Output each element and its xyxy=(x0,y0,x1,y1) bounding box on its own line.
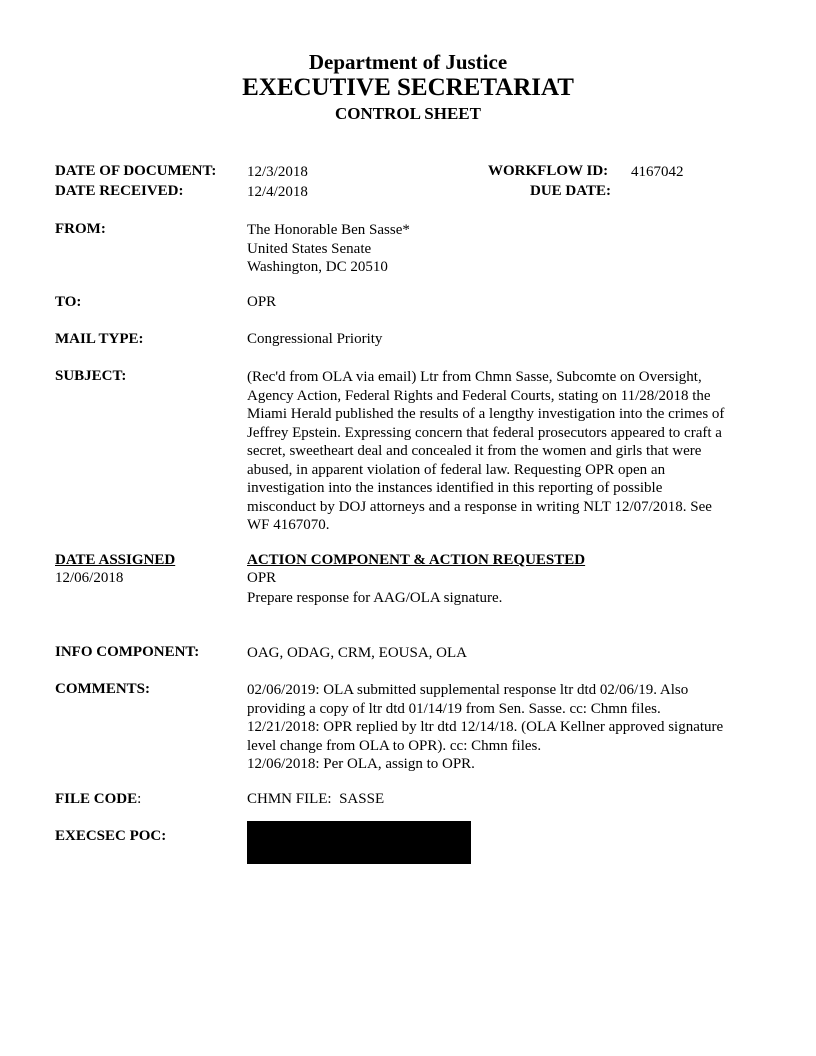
sheet-title: CONTROL SHEET xyxy=(335,104,481,123)
redaction-box xyxy=(247,821,471,864)
comment-line: 12/21/2018: OPR replied by ltr dtd 12/14/18. (OLA Kellner approved signature xyxy=(247,719,724,735)
to-value: OPR xyxy=(247,294,277,310)
date-assigned-value: 12/06/2018 xyxy=(55,570,124,586)
from-block xyxy=(247,221,762,277)
subject-line: Jeffrey Epstein. Expressing concern that federal prosecutors appeared to craft a xyxy=(247,424,722,441)
info-component-label: INFO COMPONENT: xyxy=(55,644,200,660)
subject-line: WF 4167070. xyxy=(247,517,330,533)
file-code-label: FILE CODE xyxy=(55,791,138,807)
from-label: FROM: xyxy=(55,221,106,237)
subject-line: misconduct by DOJ attorneys and a response in writing NLT 12/07/2018. See xyxy=(247,498,712,515)
date-received-value: 12/4/2018 xyxy=(247,184,308,200)
action-label: ACTION COMPONENT & ACTION REQUESTED xyxy=(247,552,586,568)
subject-line: Agency Action, Federal Rights and Federal Courts, stating on 11/28/2018 the xyxy=(247,387,711,404)
file-code-value: CHMN FILE: SASSE xyxy=(247,791,385,807)
from-line: Washington, DC 20510 xyxy=(247,259,388,275)
comment-line: 02/06/2019: OLA submitted supplemental response ltr dtd 02/06/19. Also xyxy=(247,682,689,698)
subject-line: Miami Herald published the results of a lengthy investigation into the crimes of xyxy=(247,406,725,422)
comments-block xyxy=(247,681,762,774)
subject-line: (Rec'd from OLA via email) Ltr from Chmn Sasse, Subcomte on Oversight, xyxy=(247,369,702,385)
office-title: EXECUTIVE SECRETARIAT xyxy=(242,74,574,101)
from-line: The Honorable Ben Sasse* xyxy=(247,222,410,238)
subject-line: abused, in apparent violation of federal law. Requesting OPR open an xyxy=(247,461,666,478)
mail-type-value: Congressional Priority xyxy=(247,331,383,347)
comment-line: providing a copy of ltr dtd 01/14/19 from Sen. Sasse. cc: Chmn files. xyxy=(247,700,661,717)
workflow-id-label: WORKFLOW ID: xyxy=(488,163,609,179)
workflow-id-value: 4167042 xyxy=(631,164,684,180)
file-code-colon: : xyxy=(137,791,142,807)
file-code-label-wrap xyxy=(55,791,141,808)
due-date-label: DUE DATE: xyxy=(530,183,611,199)
date-received-label: DATE RECEIVED: xyxy=(55,183,184,199)
date-of-document-value: 12/3/2018 xyxy=(247,164,308,180)
date-of-document-label: DATE OF DOCUMENT: xyxy=(55,163,217,179)
comment-line: level change from OLA to OPR). cc: Chmn files. xyxy=(247,737,542,754)
action-component: OPR xyxy=(247,570,277,586)
department-title: Department of Justice xyxy=(308,50,508,74)
subject-label: SUBJECT: xyxy=(55,368,127,384)
execsec-poc-label: EXECSEC POC: xyxy=(55,828,167,844)
subject-block xyxy=(247,368,762,535)
action-requested: Prepare response for AAG/OLA signature. xyxy=(247,590,503,606)
from-line: United States Senate xyxy=(247,240,372,257)
mail-type-label: MAIL TYPE: xyxy=(55,331,144,347)
subject-line: secret, sweetheart deal and concealed it from the women and girls that were xyxy=(247,443,702,459)
comments-label: COMMENTS: xyxy=(55,681,150,697)
to-label: TO: xyxy=(55,294,82,310)
comment-line: 12/06/2018: Per OLA, assign to OPR. xyxy=(247,756,475,772)
date-assigned-label: DATE ASSIGNED xyxy=(55,552,176,568)
info-component-value: OAG, ODAG, CRM, EOUSA, OLA xyxy=(247,645,468,661)
subject-line: investigation into the instances identified in this reporting of possible xyxy=(247,480,663,496)
